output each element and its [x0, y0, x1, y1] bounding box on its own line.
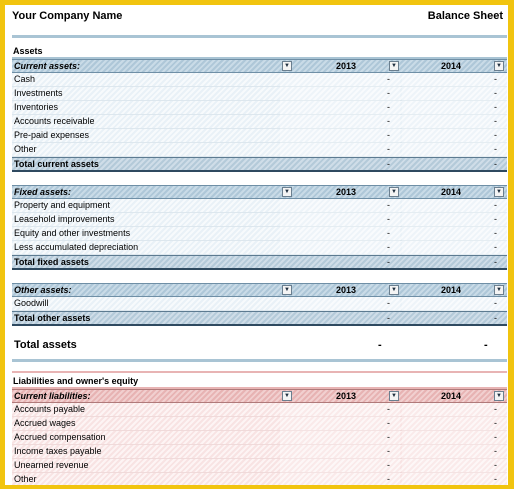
- total-2013: -: [387, 159, 390, 169]
- chevron-down-icon[interactable]: ▼: [282, 61, 292, 71]
- row-label: Other: [14, 144, 37, 154]
- other-assets-header: [12, 283, 507, 297]
- chevron-down-icon[interactable]: ▼: [282, 187, 292, 197]
- total-assets-row: [12, 336, 507, 354]
- cell-2014[interactable]: -: [402, 431, 507, 445]
- cell-2014[interactable]: -: [402, 87, 507, 101]
- row-label: Inventories: [14, 102, 59, 112]
- total-assets-2013: -: [378, 339, 382, 351]
- cell-2013[interactable]: -: [280, 73, 400, 87]
- table-row[interactable]: [12, 445, 507, 459]
- cell-2013[interactable]: -: [280, 87, 400, 101]
- balance-sheet: [5, 5, 508, 485]
- current-liabilities-header: [12, 389, 507, 403]
- assets-section-title: Assets: [13, 46, 43, 56]
- row-label: Cash: [14, 74, 36, 84]
- table-row[interactable]: [12, 417, 507, 431]
- cell-2014[interactable]: -: [402, 227, 507, 241]
- cell-2014[interactable]: -: [402, 115, 507, 129]
- cell-2013[interactable]: -: [280, 459, 400, 473]
- table-row[interactable]: [12, 101, 507, 115]
- year-2013-label: 2013: [336, 187, 357, 197]
- cell-2014[interactable]: -: [402, 73, 507, 87]
- total-assets-label: Total assets: [14, 339, 77, 351]
- total-2014: -: [494, 159, 497, 169]
- sheet-title: Balance Sheet: [427, 10, 503, 22]
- chevron-down-icon[interactable]: ▼: [389, 391, 399, 401]
- row-label: Leasehold improvements: [14, 214, 115, 224]
- liabilities-section-title: Liabilities and owner's equity: [13, 376, 139, 386]
- year-2014-label: 2014: [441, 391, 462, 401]
- row-label: Goodwill: [14, 298, 49, 308]
- chevron-down-icon[interactable]: ▼: [282, 391, 292, 401]
- table-row[interactable]: [12, 227, 507, 241]
- cell-2013[interactable]: -: [280, 143, 400, 157]
- total-2014: -: [494, 313, 497, 323]
- cell-2014[interactable]: -: [402, 459, 507, 473]
- row-label: Accounts payable: [14, 404, 86, 414]
- total-label: Total fixed assets: [14, 257, 89, 267]
- total-fixed-assets-row: [12, 255, 507, 270]
- header-divider: [12, 35, 507, 38]
- table-row[interactable]: [12, 213, 507, 227]
- fixed-assets-header: [12, 185, 507, 199]
- sheet-header: [5, 5, 508, 27]
- table-row[interactable]: [12, 403, 507, 417]
- total-other-assets-row: [12, 311, 507, 326]
- cell-2013[interactable]: -: [280, 101, 400, 115]
- chevron-down-icon[interactable]: ▼: [494, 391, 504, 401]
- table-row[interactable]: [12, 199, 507, 213]
- year-2014-label: 2014: [441, 61, 462, 71]
- cell-2014[interactable]: -: [402, 403, 507, 417]
- current-liabilities-label: Current liabilities:: [14, 391, 91, 401]
- year-2013-label: 2013: [336, 285, 357, 295]
- row-label: Unearned revenue: [14, 460, 89, 470]
- row-label: Other: [14, 474, 37, 484]
- cell-2014[interactable]: -: [402, 417, 507, 431]
- table-row[interactable]: [12, 129, 507, 143]
- total-label: Total other assets: [14, 313, 91, 323]
- row-label: Equity and other investments: [14, 228, 131, 238]
- chevron-down-icon[interactable]: ▼: [282, 285, 292, 295]
- table-row[interactable]: [12, 87, 507, 101]
- year-2013-label: 2013: [336, 61, 357, 71]
- cell-2014[interactable]: -: [402, 199, 507, 213]
- cell-2013[interactable]: -: [280, 227, 400, 241]
- table-row[interactable]: [12, 241, 507, 255]
- total-current-assets-row: [12, 157, 507, 172]
- cell-2013[interactable]: -: [280, 403, 400, 417]
- company-name: Your Company Name: [12, 10, 123, 22]
- cell-2014[interactable]: -: [402, 129, 507, 143]
- current-assets-label: Current assets:: [14, 61, 81, 71]
- cell-2013[interactable]: -: [280, 129, 400, 143]
- table-row[interactable]: [12, 297, 507, 311]
- chevron-down-icon[interactable]: ▼: [389, 61, 399, 71]
- total-2013: -: [387, 257, 390, 267]
- cell-2013[interactable]: -: [280, 199, 400, 213]
- table-row[interactable]: [12, 431, 507, 445]
- total-2014: -: [494, 257, 497, 267]
- chevron-down-icon[interactable]: ▼: [494, 187, 504, 197]
- table-row[interactable]: [12, 73, 507, 87]
- current-assets-header: [12, 59, 507, 73]
- total-2013: -: [387, 313, 390, 323]
- table-row[interactable]: [12, 115, 507, 129]
- cell-2014[interactable]: -: [402, 297, 507, 311]
- cell-2013[interactable]: -: [280, 115, 400, 129]
- cell-2014[interactable]: -: [402, 445, 507, 459]
- fixed-assets-label: Fixed assets:: [14, 187, 72, 197]
- cell-2014[interactable]: -: [402, 473, 507, 485]
- cell-2013[interactable]: -: [280, 241, 400, 255]
- cell-2014[interactable]: -: [402, 143, 507, 157]
- year-2014-label: 2014: [441, 187, 462, 197]
- row-label: Pre-paid expenses: [14, 130, 90, 140]
- row-label: Accounts receivable: [14, 116, 95, 126]
- row-label: Less accumulated depreciation: [14, 242, 139, 252]
- cell-2013[interactable]: -: [280, 417, 400, 431]
- chevron-down-icon[interactable]: ▼: [494, 61, 504, 71]
- table-row[interactable]: [12, 459, 507, 473]
- row-label: Income taxes payable: [14, 446, 102, 456]
- row-label: Accrued compensation: [14, 432, 106, 442]
- table-row[interactable]: [12, 473, 507, 485]
- chevron-down-icon[interactable]: ▼: [389, 285, 399, 295]
- cell-2014[interactable]: -: [402, 213, 507, 227]
- liabilities-top-divider: [12, 371, 507, 373]
- other-assets-label: Other assets:: [14, 285, 72, 295]
- row-label: Accrued wages: [14, 418, 76, 428]
- year-2014-label: 2014: [441, 285, 462, 295]
- table-row[interactable]: [12, 143, 507, 157]
- total-assets-2014: -: [484, 339, 488, 351]
- cell-2014[interactable]: -: [402, 241, 507, 255]
- cell-2013[interactable]: -: [280, 445, 400, 459]
- row-label: Property and equipment: [14, 200, 111, 210]
- total-label: Total current assets: [14, 159, 99, 169]
- cell-2013[interactable]: -: [280, 213, 400, 227]
- chevron-down-icon[interactable]: ▼: [494, 285, 504, 295]
- row-label: Investments: [14, 88, 63, 98]
- cell-2013[interactable]: -: [280, 431, 400, 445]
- year-2013-label: 2013: [336, 391, 357, 401]
- assets-total-divider: [12, 359, 507, 362]
- cell-2013[interactable]: -: [280, 473, 400, 485]
- cell-2014[interactable]: -: [402, 101, 507, 115]
- chevron-down-icon[interactable]: ▼: [389, 187, 399, 197]
- cell-2013[interactable]: -: [280, 297, 400, 311]
